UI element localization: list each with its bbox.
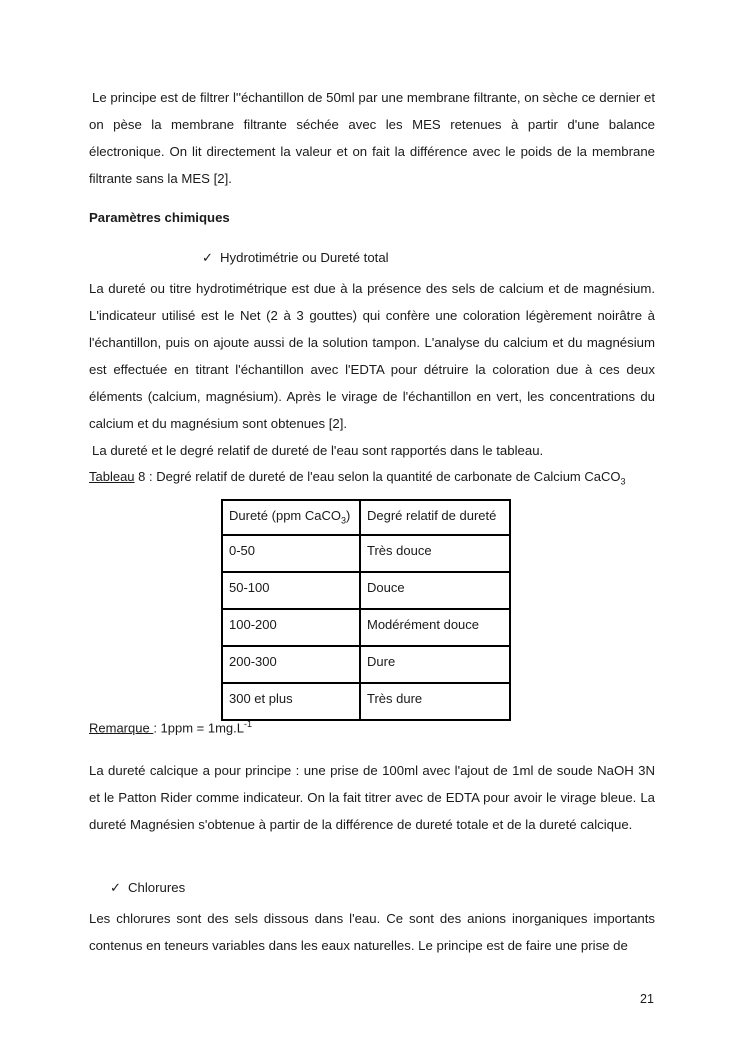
checkmark-icon: ✓ — [110, 880, 122, 895]
checkmark-icon: ✓ — [202, 250, 214, 265]
table-header-hardness: Dureté (ppm CaCO$_3$) — [222, 500, 360, 535]
caption-subscript: 3 — [620, 476, 626, 487]
caption-text: 8 : Degré relatif de dureté de l'eau selon la quantité de carbonate de Calcium CaCO — [134, 469, 621, 484]
paragraph-chlorides: Les chlorures sont des sels dissous dans l'eau. Ce sont des anions inorganiques importants contenus en teneurs variables dans les eaux naturelles. Le principe est de faire une prise de — [89, 911, 655, 953]
table-cell-degree: Très dure — [360, 683, 510, 720]
remark-label: Remarque — [89, 720, 154, 736]
table-cell-degree: Dure — [360, 646, 510, 683]
table-cell-degree: Douce — [360, 572, 510, 609]
table-row — [222, 683, 510, 720]
paragraph-calcium-hardness: La dureté calcique a pour principe : une prise de 100ml avec l'ajout de 1ml de soude NaOH 3N et le Patton Rider comme indicateur. On la fait titrer avec de EDTA pour avoir le virage bleue. La dureté Magnésien s'obtenue à partir de la différence de dureté totale et de la dureté calcique. — [89, 763, 655, 832]
table-row — [222, 572, 510, 609]
table-row — [222, 646, 510, 683]
table-row — [222, 609, 510, 646]
checklist-item-hydrotimetry — [202, 250, 389, 266]
table-cell-range: 300 et plus — [222, 683, 360, 720]
table-cell-range: 0-50 — [222, 535, 360, 572]
paragraph-hardness: La dureté ou titre hydrotimétrique est due à la présence des sels de calcium et de magnésium. L'indicateur utilisé est le Net (2 à 3 gouttes) qui confère une coloration légèrement noirâtre à l'échantillon, puis on ajoute aussi de la solution tampon. L'analyse du calcium et du magnésium est effectuée en titrant l'échantillon avec l'EDTA pour détruire la coloration due à ces deux éléments (calcium, magnésium). Après le virage de l'échantillon en vert, les concentrations du calcium et du magnésium sont obtenues [2]. — [89, 281, 655, 431]
remark-text: : 1ppm = 1mg.L — [153, 720, 245, 736]
section-heading-chemical-parameters: Paramètres chimiques — [89, 210, 230, 225]
caption-label: Tableau — [89, 469, 135, 484]
paragraph-mes-principle: Le principe est de filtrer l''échantillon de 50ml par une membrane filtrante, on sèche ce dernier et on pèse la membrane filtrante séchée avec les MES retenues à partir d'une balance électronique. On lit directement la valeur et on fait la différence avec le poids de la membrane filtrante sans la MES [2]. — [89, 90, 655, 186]
table-header-row — [222, 500, 510, 535]
table-cell-degree: Très douce — [360, 535, 510, 572]
hardness-table — [221, 499, 511, 721]
subheading-chlorides: Chlorures — [128, 880, 186, 895]
table-cell-degree: Modérément douce — [360, 609, 510, 646]
table-header-degree: Degré relatif de dureté — [360, 500, 510, 535]
table-row — [222, 535, 510, 572]
table-cell-range: 100-200 — [222, 609, 360, 646]
table-cell-range: 200-300 — [222, 646, 360, 683]
checklist-item-chlorides — [110, 880, 185, 896]
paragraph-table-intro: La dureté et le degré relatif de dureté de l'eau sont rapportés dans le tableau. — [92, 443, 544, 458]
subheading-hydrotimetry: Hydrotimétrie ou Dureté total — [220, 250, 389, 265]
remark-superscript: -1 — [244, 719, 253, 729]
table-caption — [89, 469, 626, 487]
page-number: 21 — [640, 992, 654, 1006]
remark-note — [89, 719, 252, 735]
table-cell-range: 50-100 — [222, 572, 360, 609]
